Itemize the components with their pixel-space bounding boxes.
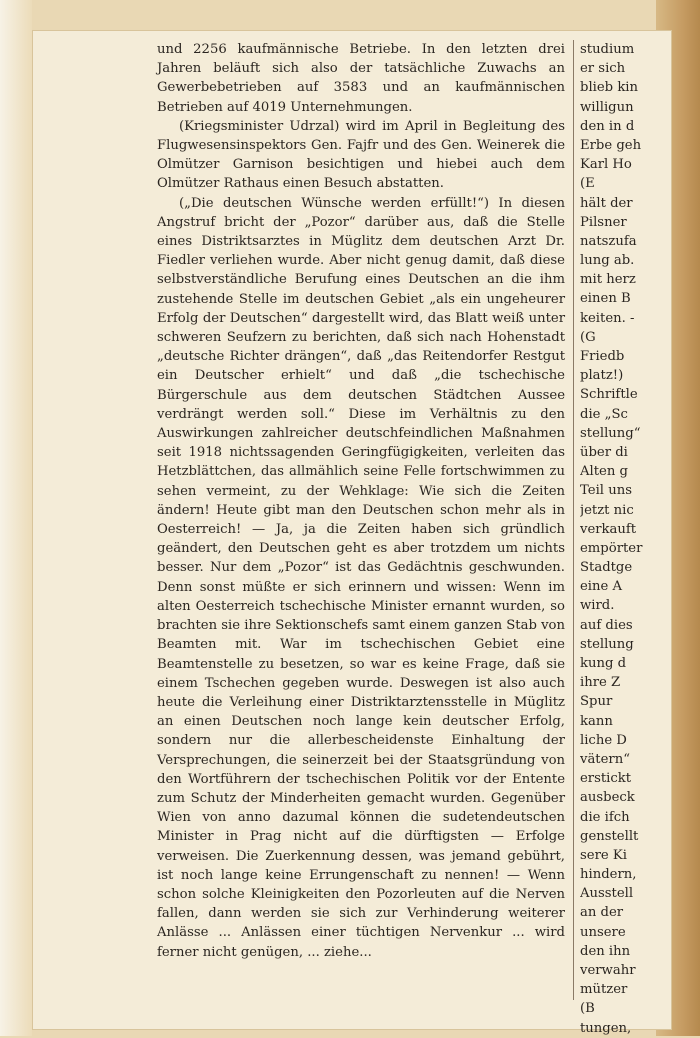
side-column-line: liche D: [580, 732, 627, 748]
page-edge-left: [0, 0, 32, 1036]
side-column-line: studium: [580, 42, 635, 57]
side-column-line: platz!): [580, 368, 624, 384]
column-divider: [573, 40, 574, 1000]
side-column-line: (G: [580, 329, 596, 345]
side-column-line: über di: [580, 444, 628, 460]
side-column-line: Spur: [580, 694, 613, 710]
side-column-line: eine A: [580, 579, 623, 595]
side-column-line: tungen,: [580, 1020, 632, 1036]
side-column-line: den in d: [580, 118, 635, 134]
side-column-line: an der: [580, 905, 624, 921]
side-column-line: Schriftle: [580, 387, 638, 403]
side-column-line: Alten g: [580, 464, 628, 480]
paragraph-german-wishes: („Die deutschen Wünsche werden erfüllt!“) In diesen Angstruf bricht der „Pozor“ darüber aus, daß die Stelle eines Distriktsarztes in Müglitz dem deutschen Arzt Dr. Fiedler verliehen wurde. Aber nicht genug damit, daß diese selbstverständliche Berufung eines Deutschen an die ihm zustehende Stelle im deutschen Gebiet „als ein ungeheurer Erfolg der Deutschen“ dargestellt wird, das Blatt weiß unter schweren Seufzern zu berichten, daß sich nach Hohenstadt „deutsche Richter drängen“, daß „das Reitendorfer Restgut ein Deutscher erhielt“ und daß „die tschechische Bürgerschule aus dem deutschen Städtchen Aussee verdrängt werden soll.“ Diese im Verhältnis zu den Auswirkungen zahlreicher deutschfeindlichen Maßnahmen seit 1918 nichtssagenden Geringfügigkeiten, verleiten das Hetzblättchen, das allmählich seine Felle fortschwimmen zu sehen vermeint, zu der Wehklage: Wie sich die Zeiten ändern! Heute gibt man den Deutschen schon mehr als in Oesterreich! — Ja, ja die Zeiten haben sich gründlich geändert, den Deutschen geht es aber trotzdem um nichts besser. Nur dem „Pozor“ ist das Gedächtnis geschwunden. Denn sonst müßte er sich erinnern und wissen: Wenn im alten Oesterreich tschechische Minister ernannt wurden, so brachten sie ihre Sektionschefs samt einem ganzen Stab von Beamten mit. War im tschechischen Gebiet eine Beamtenstelle zu besetzen, so war es keine Frage, daß sie einem Tschechen gegeben wurde. Deswegen ist also auch heute die Verleihung einer Distriktarztensstelle in Müglitz an einen Deutschen noch lange kein deutscher Erfolg, sondern nur die allerbescheidenste Einhaltung der Versprechungen, die seinerzeit bei der Staatsgründung von den Wortführern der tschechischen Politik vor der Entente zum Schutz der Minderheiten gemacht wurden. Gegenüber Wien von anno dazumal können die sudetendeutschen Minister in Prag nicht auf die dürftigsten — Erfolge verweisen. Die Zuerkennung dessen, was jemand gebührt, ist noch lange keine Errungenschaft zu nennen! — Wenn schon solche Kleinigkeiten den Pozorleuten auf die Nerven fallen, dann werden sie sich zur Verhinderung weiterer Anlässe ... Anlässen einer tüchtigen Nervenkur ... wird ferner nicht genügen, ... ziehe...: [157, 195, 565, 960]
side-column-line: vätern“: [580, 751, 630, 767]
paragraph-business-stats: und 2256 kaufmännische Betriebe. In den letzten drei Jahren beläuft sich also der tatsächliche Zuwachs an Gewerbebetrieben auf 3583 und an kaufmännischen Betrieben auf 4019 Unternehmungen.: [157, 42, 565, 115]
side-column-line: (E: [580, 176, 595, 192]
side-column-line: Karl Ho: [580, 157, 632, 173]
side-column-line: willigun: [580, 99, 634, 115]
side-column-line: Erbe geh: [580, 137, 642, 153]
side-column-line: (B: [580, 1001, 595, 1017]
side-column-line: verwahr: [580, 963, 636, 978]
side-column-line: verkauft: [580, 521, 637, 537]
side-column-line: einen B: [580, 291, 631, 307]
side-column-line: blieb kin: [580, 80, 639, 96]
side-column-line: erstickt: [580, 771, 632, 787]
side-column-line: kann: [580, 713, 613, 729]
side-column-line: die ifch: [580, 809, 630, 825]
side-column-line: kung d: [580, 656, 627, 671]
side-column-line: unsere: [580, 924, 626, 940]
side-column-line: auf dies: [580, 617, 633, 633]
side-column-line: ihre Z: [580, 675, 621, 691]
side-column-line: hindern,: [580, 867, 637, 883]
side-column-line: Ausstell: [580, 886, 634, 902]
side-column-line: ausbeck: [580, 790, 635, 806]
side-column-line: mützer: [580, 982, 628, 998]
side-column-line: empörter: [580, 540, 643, 556]
side-column-line: Pilsner: [580, 214, 627, 230]
side-column-line: mit herz: [580, 272, 636, 288]
side-text-column: [580, 40, 646, 1038]
side-column-line: jetzt nic: [580, 502, 634, 518]
side-column-line: sere Ki: [580, 847, 627, 863]
side-column-line: stellung: [580, 636, 634, 652]
side-column-line: genstellt: [580, 828, 639, 844]
paragraph-war-minister: (Kriegsminister Udrzal) wird im April in Begleitung des Flugwesensinspektors Gen. Fajfr und des Gen. Weinerek die Olmützer Garnison besichtigen und hiebei auch dem Olmützer Rathaus einen Besuch abstatten.: [157, 118, 565, 192]
side-column-line: lung ab.: [580, 253, 635, 269]
side-column-line: hält der: [580, 195, 633, 211]
main-text-column: [157, 40, 565, 962]
side-column-line: natszufa: [580, 233, 637, 249]
side-column-line: Teil uns: [580, 483, 632, 499]
side-column-line: wird.: [580, 598, 615, 614]
side-column-line: Friedb: [580, 349, 625, 364]
side-column-line: Stadtge: [580, 560, 633, 576]
side-column-line: keiten. -: [580, 310, 635, 326]
side-column-line: den ihn: [580, 943, 631, 959]
side-column-line: stellung“: [580, 425, 641, 441]
side-column-line: er sich: [580, 61, 626, 77]
side-column-line: die „Sc: [580, 406, 628, 422]
